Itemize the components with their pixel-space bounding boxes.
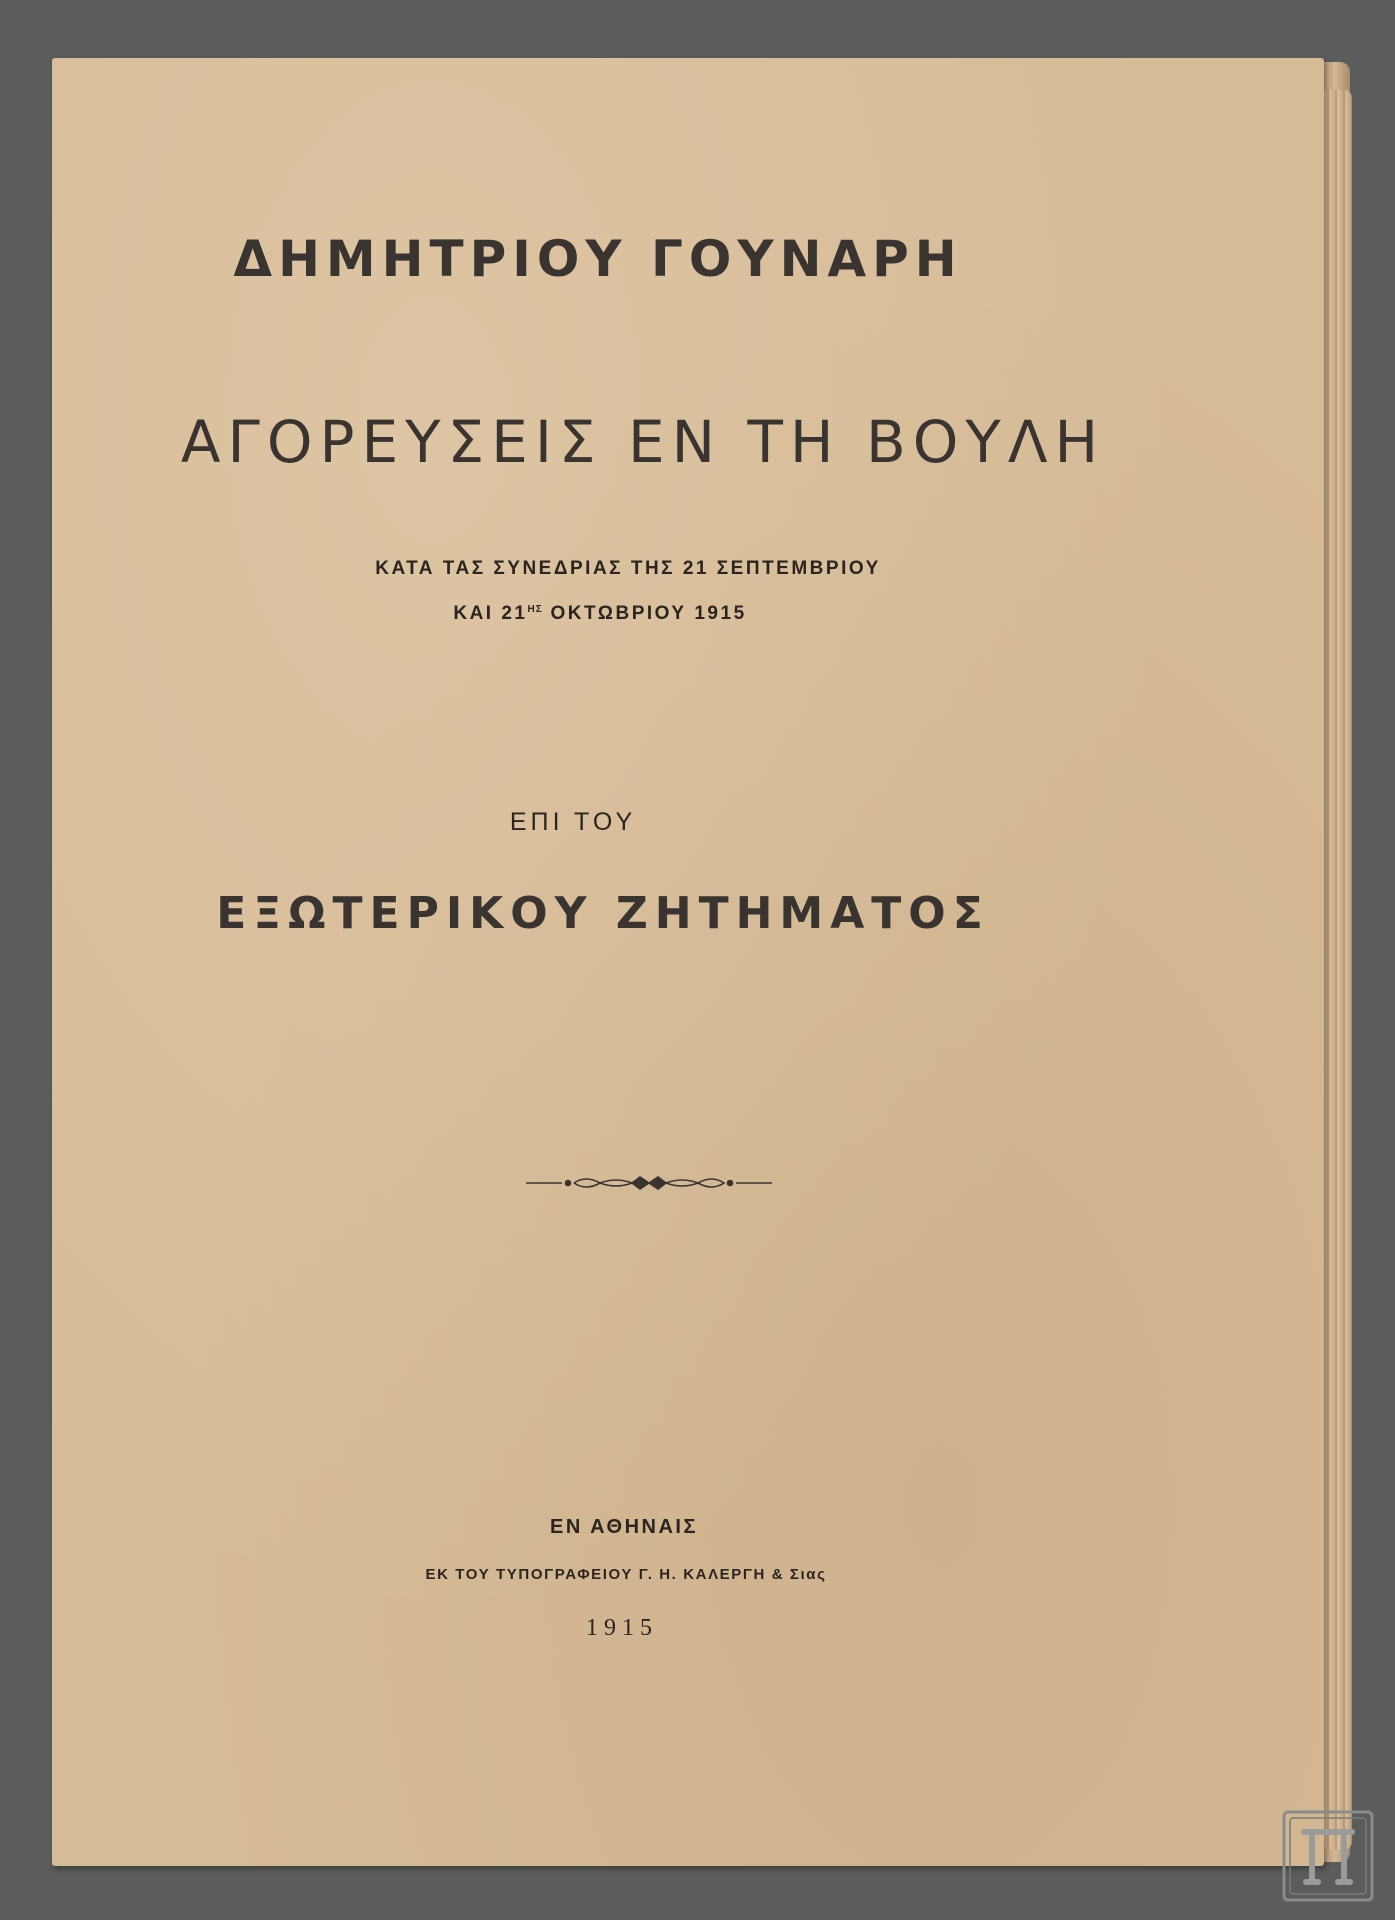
book-cover	[52, 58, 1324, 1866]
subtitle-superscript: ΗΣ	[527, 604, 543, 615]
author-name: ΔΗΜΗΤΡΙΟΥ ΓΟΥΝΑΡΗ	[233, 230, 963, 288]
subject-heading: ΕΞΩΤΕΡΙΚΟΥ ΖΗΤΗΜΑΤΟΣ	[216, 888, 990, 939]
subtitle-line-2-start: ΚΑΙ 21	[453, 603, 528, 624]
on-the-heading: ΕΠΙ ΤΟΥ	[509, 808, 637, 836]
printer-company: & Σιας	[765, 1566, 827, 1583]
book-title: ΑΓΟΡΕΥΣΕΙΣ ΕΝ ΤΗ ΒΟΥΛΗ	[180, 408, 1106, 476]
printer-name: ΕΚ ΤΟΥ ΤΥΠΟΓΡΑΦΕΙΟΥ Γ. Η. ΚΑΛΕΡΓΗ	[425, 1566, 766, 1583]
subtitle-line-2	[0, 603, 1236, 625]
publication-year: 1915	[586, 1615, 658, 1641]
subtitle-line-1: ΚΑΤΑ ΤΑΣ ΣΥΝΕΔΡΙΑΣ ΤΗΣ 21 ΣΕΠΤΕΜΒΡΙΟΥ	[375, 558, 881, 579]
subtitle-line-2-end: ΟΚΤΩΒΡΙΟΥ 1915	[542, 603, 747, 624]
library-logo-icon	[1280, 1808, 1376, 1904]
publication-city: ΕΝ ΑΘΗΝΑΙΣ	[550, 1516, 698, 1538]
printer-line	[0, 1566, 1262, 1583]
ornament-divider-icon	[524, 1173, 774, 1193]
